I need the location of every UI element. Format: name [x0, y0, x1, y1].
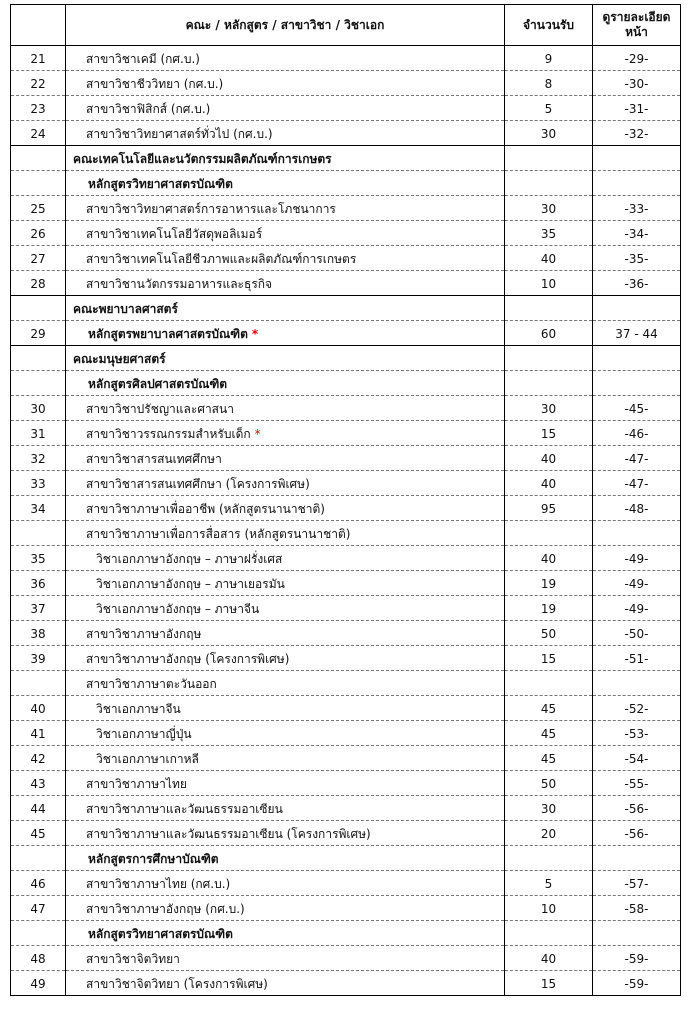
row-detail-page: 37 - 44	[593, 321, 681, 346]
row-name-text: สาขาวิชานวัตกรรมอาหารและธุรกิจ	[86, 277, 273, 291]
row-number: 31	[11, 421, 66, 446]
row-number: 32	[11, 446, 66, 471]
program-name	[66, 471, 505, 496]
table-row	[11, 271, 681, 296]
table-row	[11, 821, 681, 846]
table-row	[11, 471, 681, 496]
row-count: 10	[505, 896, 593, 921]
row-number: 22	[11, 71, 66, 96]
row-count: 10	[505, 271, 593, 296]
row-detail-page: -49-	[593, 546, 681, 571]
program-name	[66, 396, 505, 421]
row-name-text: สาขาวิชาปรัชญาและศาสนา	[86, 402, 234, 416]
row-number: 42	[11, 746, 66, 771]
table-row	[11, 646, 681, 671]
program-name	[66, 896, 505, 921]
row-detail-page: -30-	[593, 71, 681, 96]
row-detail-page: -48-	[593, 496, 681, 521]
row-count: 30	[505, 121, 593, 146]
row-detail-page	[593, 371, 681, 396]
row-detail-page: -52-	[593, 696, 681, 721]
row-count: 15	[505, 421, 593, 446]
row-count	[505, 671, 593, 696]
row-detail-page: -47-	[593, 471, 681, 496]
row-name-text: วิชาเอกภาษาจีน	[96, 702, 181, 716]
table-row	[11, 521, 681, 546]
program-name	[66, 71, 505, 96]
table-row	[11, 321, 681, 346]
row-name-text: สาขาวิชาภาษาและวัฒนธรรมอาเซียน	[86, 802, 283, 816]
row-name-text: สาขาวิชาภาษาตะวันออก	[86, 677, 217, 691]
table-row	[11, 896, 681, 921]
program-name	[66, 496, 505, 521]
curriculum-name	[66, 371, 505, 396]
row-detail-page: -49-	[593, 596, 681, 621]
row-name-text: สาขาวิชาภาษาอังกฤษ (โครงการพิเศษ)	[86, 652, 290, 666]
program-name	[66, 646, 505, 671]
program-name	[66, 246, 505, 271]
curriculum-name	[66, 846, 505, 871]
faculty-name	[66, 146, 505, 171]
row-detail-page: -45-	[593, 396, 681, 421]
row-number: 45	[11, 821, 66, 846]
row-number: 21	[11, 46, 66, 71]
row-number: 27	[11, 246, 66, 271]
row-name-text: สาขาวิชาเคมี (กศ.บ.)	[86, 52, 200, 66]
table-header-row	[11, 5, 681, 46]
row-detail-page	[593, 921, 681, 946]
table-row	[11, 371, 681, 396]
row-name-text: สาขาวิชาเทคโนโลยีชีวภาพและผลิตภัณฑ์การเกษตร	[86, 252, 357, 266]
table-row	[11, 146, 681, 171]
row-detail-page: -29-	[593, 46, 681, 71]
table-row	[11, 771, 681, 796]
row-name-text: หลักสูตรศิลปศาสตรบัณฑิต	[88, 377, 228, 391]
table-row	[11, 346, 681, 371]
row-detail-page: -56-	[593, 821, 681, 846]
table-row	[11, 196, 681, 221]
row-detail-page: -46-	[593, 421, 681, 446]
header-detail-line2: หน้า	[625, 25, 648, 39]
program-name	[66, 121, 505, 146]
row-detail-page	[593, 146, 681, 171]
row-detail-page: -53-	[593, 721, 681, 746]
row-number: 37	[11, 596, 66, 621]
row-number: 39	[11, 646, 66, 671]
row-name-text: สาขาวิชาภาษาเพื่ออาชีพ (หลักสูตรนานาชาติ)	[86, 502, 325, 516]
row-name-text: สาขาวิชาสารสนเทศศึกษา (โครงการพิเศษ)	[86, 477, 310, 491]
row-detail-page	[593, 521, 681, 546]
row-number	[11, 846, 66, 871]
row-number: 40	[11, 696, 66, 721]
row-name-text: สาขาวิชาภาษาไทย (กศ.บ.)	[86, 877, 231, 891]
row-name-text: สาขาวิชาฟิสิกส์ (กศ.บ.)	[86, 102, 211, 116]
row-name-text: วิชาเอกภาษาอังกฤษ – ภาษาเยอรมัน	[96, 577, 285, 591]
table-row	[11, 96, 681, 121]
row-detail-page: -47-	[593, 446, 681, 471]
row-name-text: สาขาวิชาภาษาและวัฒนธรรมอาเซียน (โครงการพิเศษ)	[86, 827, 371, 841]
table-row	[11, 421, 681, 446]
row-number: 25	[11, 196, 66, 221]
row-number: 26	[11, 221, 66, 246]
row-count: 19	[505, 571, 593, 596]
row-name-text: หลักสูตรพยาบาลศาสตรบัณฑิต	[88, 327, 248, 341]
row-name-text: สาขาวิชาภาษาเพื่อการสื่อสาร (หลักสูตรนานาชาติ)	[86, 527, 351, 541]
program-name	[66, 221, 505, 246]
table-row	[11, 221, 681, 246]
row-count: 30	[505, 796, 593, 821]
program-name	[66, 421, 505, 446]
row-name-text: สาขาวิชาจิตวิทยา	[86, 952, 180, 966]
table-row	[11, 546, 681, 571]
row-number	[11, 171, 66, 196]
table-row	[11, 121, 681, 146]
row-detail-page: -56-	[593, 796, 681, 821]
row-name-text: สาขาวิชาภาษาอังกฤษ (กศ.บ.)	[86, 902, 245, 916]
row-count	[505, 171, 593, 196]
program-name	[66, 821, 505, 846]
program-name	[66, 946, 505, 971]
row-count: 8	[505, 71, 593, 96]
row-name-text: สาขาวิชาสารสนเทศศึกษา	[86, 452, 222, 466]
row-count: 45	[505, 746, 593, 771]
row-number: 24	[11, 121, 66, 146]
row-detail-page	[593, 671, 681, 696]
asterisk-mark: *	[254, 427, 261, 441]
table-row	[11, 446, 681, 471]
row-name-text: คณะเทคโนโลยีและนวัตกรรมผลิตภัณฑ์การเกษตร	[73, 152, 332, 166]
header-count: จำนวนรับ	[505, 5, 593, 46]
row-detail-page: -49-	[593, 571, 681, 596]
row-name-text: สาขาวิชาจิตวิทยา (โครงการพิเศษ)	[86, 977, 268, 991]
row-count	[505, 296, 593, 321]
row-count	[505, 921, 593, 946]
table-row	[11, 496, 681, 521]
program-name	[66, 446, 505, 471]
header-detail-line1: ดูรายละเอียด	[602, 10, 671, 24]
row-detail-page: -54-	[593, 746, 681, 771]
row-count	[505, 146, 593, 171]
faculty-name	[66, 346, 505, 371]
row-detail-page: -59-	[593, 971, 681, 996]
row-name-text: คณะพยาบาลศาสตร์	[73, 302, 178, 316]
row-detail-page: -59-	[593, 946, 681, 971]
row-count: 60	[505, 321, 593, 346]
table-row	[11, 171, 681, 196]
header-detail	[593, 5, 681, 46]
row-number: 49	[11, 971, 66, 996]
row-count: 40	[505, 246, 593, 271]
row-name-text: หลักสูตรการศึกษาบัณฑิต	[88, 852, 219, 866]
table-row	[11, 846, 681, 871]
row-name-text: สาขาวิชาวิทยาศาสตร์ทั่วไป (กศ.บ.)	[86, 127, 273, 141]
row-number	[11, 296, 66, 321]
table-row	[11, 721, 681, 746]
row-name-text: สาขาวิชาวรรณกรรมสำหรับเด็ก	[86, 427, 251, 441]
table-row	[11, 671, 681, 696]
program-name	[66, 46, 505, 71]
faculty-name	[66, 296, 505, 321]
table-row	[11, 46, 681, 71]
row-number: 38	[11, 621, 66, 646]
row-count	[505, 846, 593, 871]
row-detail-page	[593, 296, 681, 321]
row-count: 15	[505, 971, 593, 996]
row-detail-page: -50-	[593, 621, 681, 646]
row-name-text: วิชาเอกภาษาอังกฤษ – ภาษาฝรั่งเศส	[96, 552, 283, 566]
table-row	[11, 696, 681, 721]
program-name	[66, 571, 505, 596]
program-name	[66, 621, 505, 646]
table-row	[11, 71, 681, 96]
row-detail-page: -51-	[593, 646, 681, 671]
row-number: 34	[11, 496, 66, 521]
row-name-text: วิชาเอกภาษาอังกฤษ – ภาษาจีน	[96, 602, 260, 616]
row-count: 95	[505, 496, 593, 521]
program-name	[66, 596, 505, 621]
row-number: 28	[11, 271, 66, 296]
row-count: 45	[505, 696, 593, 721]
row-detail-page: -58-	[593, 896, 681, 921]
row-number: 44	[11, 796, 66, 821]
row-detail-page	[593, 846, 681, 871]
program-name	[66, 196, 505, 221]
row-count: 50	[505, 621, 593, 646]
curriculum-name	[66, 921, 505, 946]
table-row	[11, 796, 681, 821]
header-name: คณะ / หลักสูตร / สาขาวิชา / วิชาเอก	[66, 5, 505, 46]
table-row	[11, 621, 681, 646]
table-row	[11, 396, 681, 421]
row-number: 23	[11, 96, 66, 121]
row-detail-page: -32-	[593, 121, 681, 146]
row-number: 43	[11, 771, 66, 796]
row-number	[11, 521, 66, 546]
row-count: 19	[505, 596, 593, 621]
row-count: 9	[505, 46, 593, 71]
row-name-text: สาขาวิชาวิทยาศาสตร์การอาหารและโภชนาการ	[86, 202, 336, 216]
row-number	[11, 346, 66, 371]
row-detail-page	[593, 346, 681, 371]
asterisk-mark: *	[251, 327, 259, 341]
row-detail-page: -34-	[593, 221, 681, 246]
row-name-text: สาขาวิชาภาษาอังกฤษ	[86, 627, 202, 641]
row-count: 40	[505, 546, 593, 571]
table-body	[11, 46, 681, 996]
table-row	[11, 746, 681, 771]
row-count: 45	[505, 721, 593, 746]
program-name	[66, 96, 505, 121]
row-detail-page: -57-	[593, 871, 681, 896]
row-detail-page: -36-	[593, 271, 681, 296]
row-number: 33	[11, 471, 66, 496]
table-row	[11, 246, 681, 271]
program-name	[66, 671, 505, 696]
program-name	[66, 271, 505, 296]
row-number: 48	[11, 946, 66, 971]
row-number	[11, 921, 66, 946]
program-name	[66, 871, 505, 896]
row-count	[505, 371, 593, 396]
program-name	[66, 746, 505, 771]
program-name	[66, 771, 505, 796]
row-name-text: หลักสูตรวิทยาศาสตรบัณฑิต	[88, 177, 233, 191]
table-row	[11, 946, 681, 971]
table-row	[11, 296, 681, 321]
row-count: 15	[505, 646, 593, 671]
program-name	[66, 696, 505, 721]
row-number: 30	[11, 396, 66, 421]
row-count: 40	[505, 446, 593, 471]
program-name	[66, 521, 505, 546]
row-number	[11, 146, 66, 171]
row-count: 40	[505, 946, 593, 971]
row-number: 29	[11, 321, 66, 346]
row-count: 5	[505, 871, 593, 896]
row-number: 47	[11, 896, 66, 921]
row-name-text: วิชาเอกภาษาญี่ปุ่น	[96, 727, 192, 741]
row-detail-page: -35-	[593, 246, 681, 271]
row-name-text: สาขาวิชาเทคโนโลยีวัสดุพอลิเมอร์	[86, 227, 263, 241]
program-name	[66, 796, 505, 821]
row-number	[11, 371, 66, 396]
curriculum-name	[66, 171, 505, 196]
row-detail-page: -33-	[593, 196, 681, 221]
row-name-text: สาขาวิชาภาษาไทย	[86, 777, 187, 791]
row-count: 40	[505, 471, 593, 496]
row-count: 30	[505, 196, 593, 221]
row-count: 30	[505, 396, 593, 421]
table-row	[11, 571, 681, 596]
program-name	[66, 546, 505, 571]
row-number: 41	[11, 721, 66, 746]
row-number: 36	[11, 571, 66, 596]
row-count	[505, 346, 593, 371]
row-count	[505, 521, 593, 546]
program-name	[66, 971, 505, 996]
program-name	[66, 721, 505, 746]
row-count: 50	[505, 771, 593, 796]
row-name-text: หลักสูตรวิทยาศาสตรบัณฑิต	[88, 927, 233, 941]
table-row	[11, 971, 681, 996]
curriculum-name	[66, 321, 505, 346]
row-name-text: คณะมนุษยศาสตร์	[73, 352, 166, 366]
row-count: 35	[505, 221, 593, 246]
row-detail-page: -31-	[593, 96, 681, 121]
row-detail-page: -55-	[593, 771, 681, 796]
row-name-text: สาขาวิชาชีววิทยา (กศ.บ.)	[86, 77, 224, 91]
row-count: 20	[505, 821, 593, 846]
row-count: 5	[505, 96, 593, 121]
row-number	[11, 671, 66, 696]
table-row	[11, 871, 681, 896]
table-row	[11, 596, 681, 621]
row-number: 35	[11, 546, 66, 571]
header-number	[11, 5, 66, 46]
program-table	[10, 4, 681, 996]
row-name-text: วิชาเอกภาษาเกาหลี	[96, 752, 199, 766]
row-detail-page	[593, 171, 681, 196]
table-row	[11, 921, 681, 946]
row-number: 46	[11, 871, 66, 896]
